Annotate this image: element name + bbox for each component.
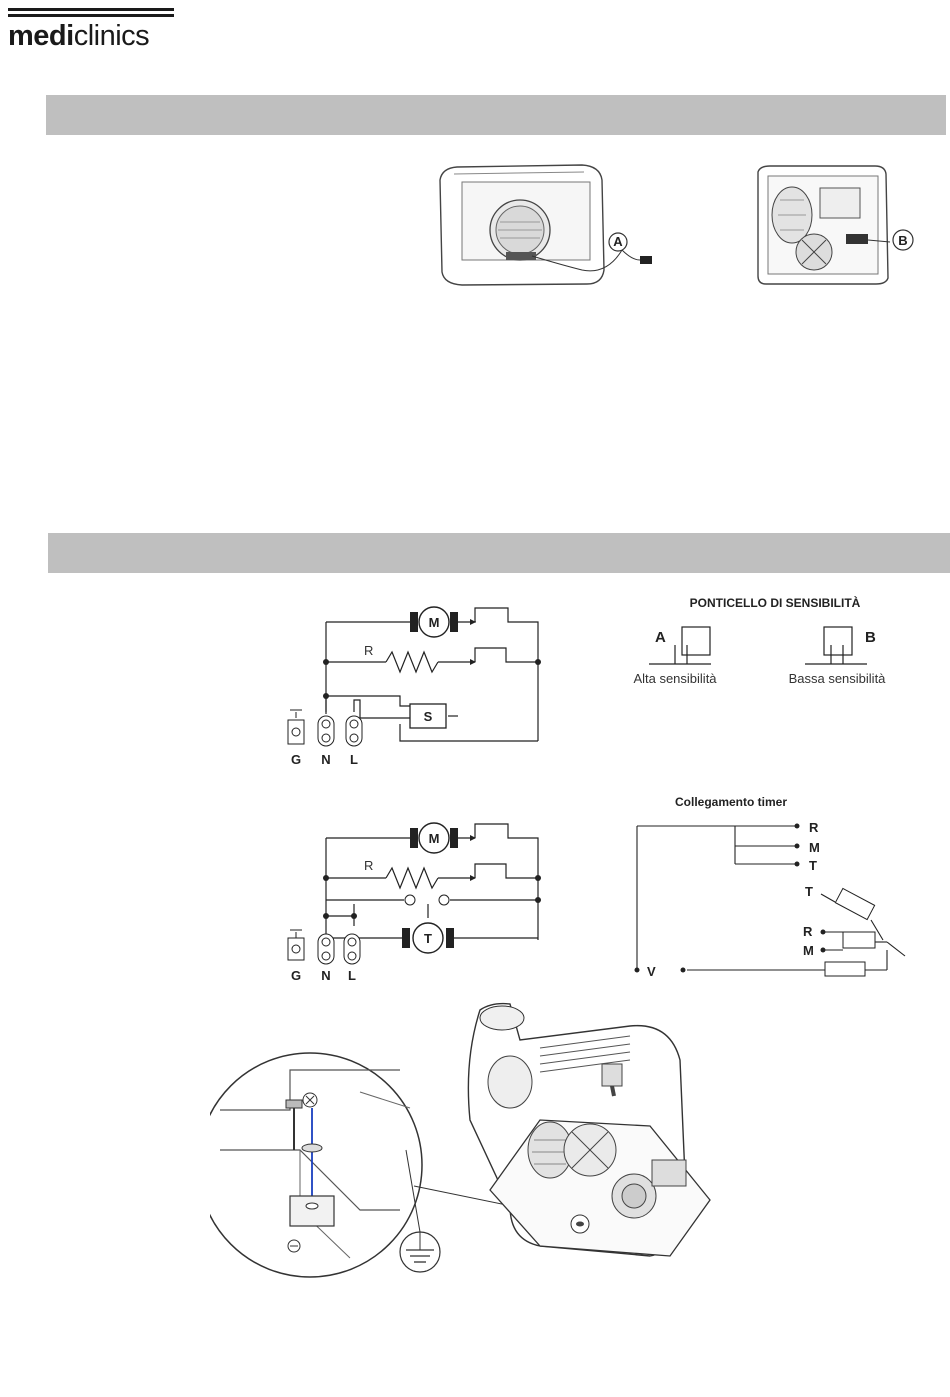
wiring-diagram-sensor — [280, 600, 560, 770]
timer-connection-diagram — [625, 790, 925, 985]
brand-bold: medi — [8, 20, 74, 52]
wiring-diagram-timer — [280, 820, 560, 985]
sensitivity-jumper-diagram — [625, 590, 925, 690]
terminal-n-1: N — [321, 752, 331, 767]
callout-b-label: B — [898, 233, 908, 248]
resistor-label-2: R — [364, 858, 374, 873]
terminal-g-1: G — [290, 752, 302, 767]
logo-rule-top — [8, 8, 174, 11]
resistor-label-1: R — [364, 643, 374, 658]
motor-label-2: M — [428, 831, 440, 846]
timer-output-m: M — [809, 840, 820, 855]
timer-output-r: R — [809, 820, 819, 835]
brand-light: clinics — [73, 20, 150, 52]
timer-input-v: V — [647, 964, 656, 979]
section-header-bar-2 — [48, 533, 950, 573]
dryer-front-illustration — [432, 160, 662, 290]
timer-component-r: R — [803, 924, 813, 939]
timer-label: T — [424, 931, 432, 946]
brand-logo — [8, 20, 149, 53]
sensitivity-title: PONTICELLO DI SENSIBILITÀ — [689, 596, 861, 610]
terminal-l-2: L — [348, 968, 356, 983]
dryer-interior-illustration — [750, 160, 925, 290]
callout-a-label: A — [613, 234, 623, 249]
ground-terminal-2 — [288, 938, 304, 960]
timer-component-m: M — [803, 943, 814, 958]
section-header-bar-1 — [46, 95, 946, 135]
ground-terminal-1 — [288, 720, 304, 744]
detail-magnifier — [210, 1053, 422, 1277]
terminal-n-2: N — [321, 968, 331, 983]
jumper-b-letter: B — [865, 629, 876, 646]
jumper-a-letter: A — [655, 629, 666, 646]
jumper-b-label: Bassa sensibilità — [788, 671, 886, 686]
motor-label-1: M — [428, 615, 440, 630]
logo-rule-bottom — [8, 14, 174, 17]
grounding-illustration — [210, 1000, 750, 1290]
terminal-g-2: G — [290, 968, 302, 983]
timer-title: Collegamento timer — [674, 795, 788, 809]
timer-output-t: T — [809, 858, 817, 873]
terminal-l-1: L — [350, 752, 358, 767]
timer-component-t: T — [805, 884, 813, 899]
jumper-a-label: Alta sensibilità — [633, 671, 717, 686]
sensor-label: S — [423, 709, 433, 724]
